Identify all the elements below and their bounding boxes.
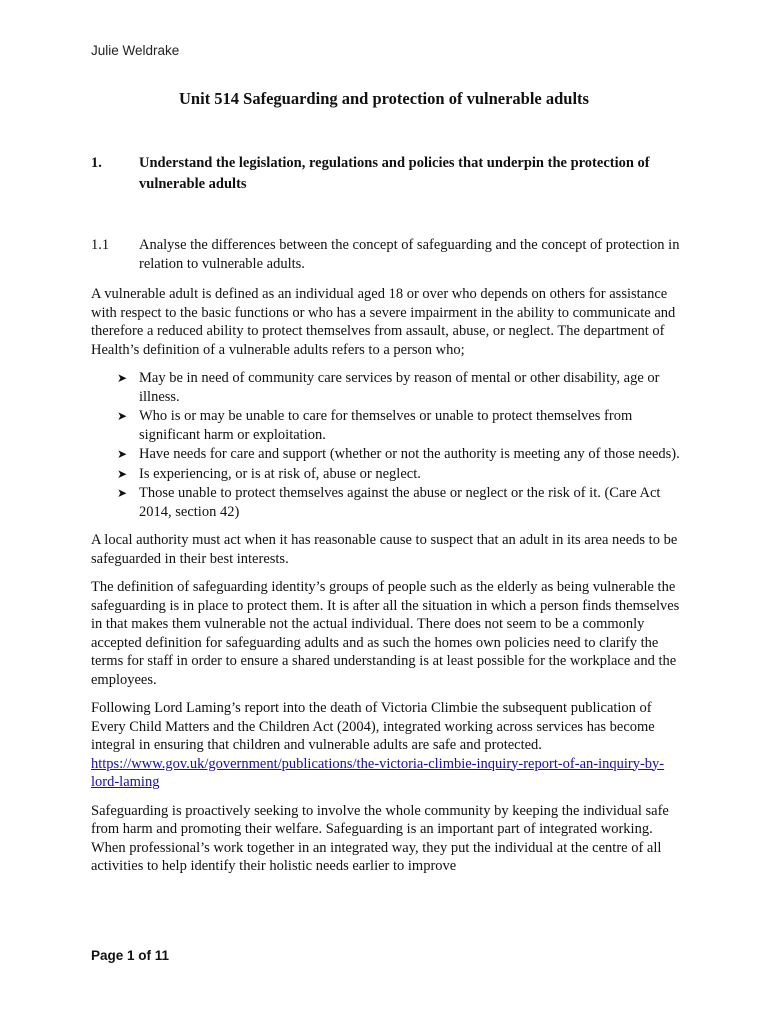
subsection-number: 1.1: [91, 237, 110, 253]
arrowhead-bullet-icon: ➤: [117, 447, 128, 461]
section-number: 1.: [91, 155, 102, 171]
climbie-inquiry-link[interactable]: https://www.gov.uk/government/publications/the-victoria-climbie-inquiry-report-of-an-inquiry-by-lord-laming: [91, 755, 665, 790]
page-number-footer: Page 1 of 11: [91, 948, 170, 963]
list-item-text: Those unable to protect themselves against the abuse or neglect or the risk of it. (Care Act 2014, section 42): [139, 485, 661, 520]
paragraph-local-authority: A local authority must act when it has reasonable cause to suspect that an adult in its area needs to be safeguarded in their best interests.: [91, 532, 678, 567]
document-title: Unit 514 Safeguarding and protection of vulnerable adults: [179, 89, 589, 108]
list-item: [117, 445, 681, 464]
arrowhead-bullet-icon: ➤: [117, 486, 128, 500]
subsection-text: Analyse the differences between the concept of safeguarding and the concept of protection in relation to vulnerable adults.: [139, 237, 680, 272]
arrowhead-bullet-icon: ➤: [117, 409, 128, 423]
list-item: [117, 407, 681, 444]
paragraph-vulnerable-adult-definition: A vulnerable adult is defined as an individual aged 18 or over who depends on others for assistance with respect to the basic functions or who has a severe impairment in the ability to communicate and therefore a reduced ability to protect themselves from assault, abuse, or neglect. The department of Health’s definition of a vulnerable adults refers to a person who;: [91, 286, 676, 358]
section-heading: [91, 153, 681, 195]
paragraph-integrated-working: Safeguarding is proactively seeking to involve the whole community by keeping the individual safe from harm and promoting their welfare. Safeguarding is an important part of integrated working. When professional’s work together in an integrated way, they put the individual at the centre of all activities to help identify their holistic needs earlier to improve: [91, 802, 669, 874]
definition-bullet-list: [91, 369, 681, 521]
header-author: Julie Weldrake: [91, 43, 180, 58]
subsection-heading: [91, 236, 691, 274]
list-item: [117, 484, 681, 521]
arrowhead-bullet-icon: ➤: [117, 466, 128, 481]
list-item-text: Who is or may be unable to care for themselves or unable to protect themselves from significant harm or exploitation.: [139, 408, 633, 443]
body-content: [91, 285, 681, 886]
paragraph-lord-laming-text: Following Lord Laming’s report into the death of Victoria Climbie the subsequent publication of Every Child Matters and the Children Act (2004), integrated working across services has become integral in ensuring that children and vulnerable adults are safe and protected.: [91, 700, 655, 753]
list-item: [117, 465, 681, 484]
list-item-text: Have needs for care and support (whether or not the authority is meeting any of those needs).: [139, 446, 680, 462]
list-item-text: Is experiencing, or is at risk of, abuse or neglect.: [139, 465, 421, 482]
paragraph-lord-laming: [91, 699, 681, 792]
list-item: [117, 369, 681, 406]
paragraph-safeguarding-definition: The definition of safeguarding identity’s groups of people such as the elderly as being vulnerable the safeguarding is in place to protect them. It is after all the situation in which a person finds themselves in that makes them vulnerable not the actual individual. There does not seem to be a commonly accepted definition for safeguarding adults and as such the homes own policies need to clarify the terms for staff in order to ensure a shared understanding is at least possible for the workplace and the employees.: [91, 579, 680, 688]
arrowhead-bullet-icon: ➤: [117, 371, 128, 385]
list-item-text: May be in need of community care services by reason of mental or other disability, age or illness.: [139, 370, 660, 405]
section-heading-text: Understand the legislation, regulations and policies that underpin the protection of vulnerable adults: [139, 155, 650, 192]
